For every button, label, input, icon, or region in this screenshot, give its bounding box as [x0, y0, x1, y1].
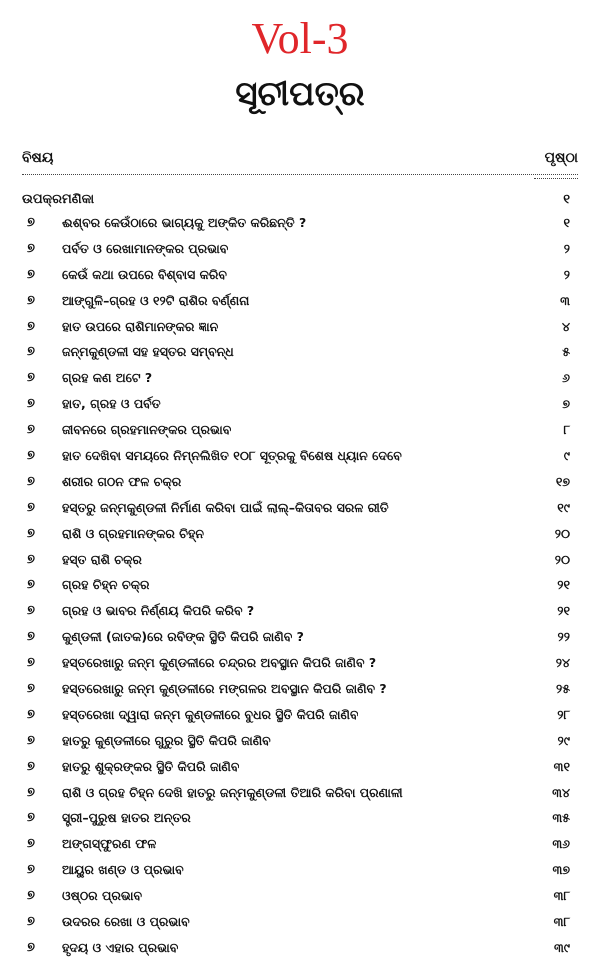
- toc-entry-title: ଗ୍ରହ କଣ ଅଟେ ?: [62, 370, 153, 386]
- toc-entry-page: ୩୯: [553, 939, 570, 955]
- toc-entry: [22, 238, 578, 264]
- toc-entry-page: ୩୬: [552, 836, 570, 852]
- bullet-icon: ୭: [27, 448, 35, 464]
- toc-entry-title: ରାଶି ଓ ଗ୍ରହ ଚିହ୍ନ ଦେଖି ହାତରୁ ଜନ୍ମକୁଣ୍ଡଳୀ ତିଆରି କରିବା ପ୍ରଣାଳୀ: [62, 784, 403, 800]
- toc-entry-page: ୫: [562, 344, 570, 360]
- page-column-divider: [534, 178, 578, 179]
- toc-entry-page: ୨୧: [557, 577, 570, 593]
- toc-entry-title: ରାଶି ଓ ଗ୍ରହମାନଙ୍କର ଚିହ୍ନ: [62, 525, 204, 541]
- toc-entry-page: ୩: [560, 292, 570, 308]
- bullet-icon: ୭: [27, 473, 35, 489]
- toc-entry: [22, 367, 578, 393]
- toc-entry-title: ସ୍ତ୍ରୀ–ପୁରୁଷ ହାତର ଅନ୍ତର: [62, 810, 191, 826]
- toc-entry-page: ୨୧: [557, 603, 570, 619]
- toc-entry: [22, 756, 578, 782]
- bullet-icon: ୭: [27, 681, 35, 697]
- toc-entry: [22, 782, 578, 808]
- toc-entry-title: ଆୟୁର ଖଣ୍ଡ ଓ ପ୍ରଭାବ: [62, 862, 184, 878]
- toc-entry: [22, 393, 578, 419]
- bullet-icon: ୭: [27, 888, 35, 904]
- toc-entry-title: ହୃଦୟ ଓ ଏହାର ପ୍ରଭାବ: [62, 939, 179, 955]
- bullet-icon: ୭: [27, 292, 35, 308]
- page-title: ସୂଚୀପତ୍ର: [235, 74, 365, 114]
- toc-entry: [22, 419, 578, 445]
- bullet-icon: ୭: [27, 577, 35, 593]
- bullet-icon: ୭: [27, 551, 35, 567]
- toc-entry: [22, 574, 578, 600]
- toc-entry-title: ଗ୍ରହ ଚିହ୍ନ ଚକ୍ର: [62, 577, 150, 593]
- toc-entry-title: ହାତ ଦେଖିବା ସମୟରେ ନିମ୍ନଲିଖିତ ୧୦୮ ସୂତ୍ରକୁ ବିଶେଷ ଧ୍ୟାନ ଦେବେ: [62, 448, 402, 464]
- toc-entry-title: ଉଦରର ରେଖା ଓ ପ୍ରଭାବ: [62, 914, 190, 930]
- toc-entry-page: ୨୨: [557, 629, 570, 645]
- toc-entry: [22, 704, 578, 730]
- toc-entry-page: ୧୭: [555, 473, 570, 489]
- toc-entry-page: ୩୫: [552, 810, 570, 826]
- bullet-icon: ୭: [27, 370, 35, 386]
- toc-entry-title: ହାତ, ଗ୍ରହ ଓ ପର୍ବତ: [62, 396, 161, 412]
- toc-entry-title: ଅଙ୍ଗସ୍ଫୁରଣ ଫଳ: [62, 836, 157, 852]
- bullet-icon: ୭: [27, 629, 35, 645]
- toc-entry-page: ୨୦: [554, 525, 570, 541]
- column-header: [22, 150, 578, 174]
- toc-entry: [22, 678, 578, 704]
- bullet-icon: ୭: [27, 914, 35, 930]
- toc-entry-page: ୩୧: [553, 758, 570, 774]
- bullet-icon: ୭: [27, 939, 35, 955]
- bullet-icon: ୭: [27, 810, 35, 826]
- toc-entry-title: କୁଣ୍ଡଳୀ (ଜାତକ)ରେ ରବିଙ୍କ ସ୍ଥିତି କିପରି ଜାଣିବ ?: [62, 629, 304, 645]
- toc-entry-page: ୩୪: [552, 784, 570, 800]
- toc-entry: [22, 937, 578, 963]
- toc-entry: [22, 859, 578, 885]
- toc-entry: [22, 885, 578, 911]
- toc-entry: [22, 833, 578, 859]
- toc-entry-title: ହସ୍ତରେଖାରୁ ଜନ୍ମ କୁଣ୍ଡଳୀରେ ଚନ୍ଦ୍ରର ଅବସ୍ଥାନ କିପରି ଜାଣିବ ?: [62, 655, 377, 671]
- bullet-icon: ୭: [27, 655, 35, 671]
- toc-entry-page: ୧: [563, 215, 570, 230]
- toc-entry-page: ୨୫: [555, 681, 570, 697]
- toc-entry-page: ୩୮: [553, 914, 570, 930]
- bullet-icon: ୭: [27, 499, 35, 515]
- toc-entry-title: କେଉଁ କଥା ଉପରେ ବିଶ୍ବାସ କରିବ: [62, 266, 227, 282]
- bullet-icon: ୭: [27, 318, 35, 334]
- bullet-icon: ୭: [27, 603, 35, 619]
- toc-entry-title: ଜନ୍ମକୁଣ୍ଡଳୀ ସହ ହସ୍ତର ସମ୍ବନ୍ଧ: [62, 344, 234, 360]
- toc-entry-title: ହସ୍ତରୁ ଜନ୍ମକୁଣ୍ଡଳୀ ନିର୍ମାଣ କରିବା ପାଇଁ ଲାଲ୍–କିତାବର ସରଳ ରୀତି: [62, 499, 389, 515]
- page-column-label: ପୃଷ୍ଠା: [544, 150, 578, 166]
- toc-entry-page: ୭: [562, 396, 570, 412]
- section-page-number: ୧: [563, 192, 570, 207]
- bullet-icon: ୭: [27, 862, 35, 878]
- bullet-icon: ୭: [27, 732, 35, 748]
- toc-entry: [22, 911, 578, 937]
- subject-column-label: ବିଷୟ: [22, 150, 54, 166]
- section-title: ଉପକ୍ରମଣିକା: [22, 192, 95, 207]
- toc-entry-page: ୪: [561, 318, 570, 334]
- bullet-icon: ୭: [27, 266, 35, 282]
- toc-entry-title: ଓଷ୍ଠର ପ୍ରଭାବ: [62, 888, 143, 904]
- toc-entry-page: ୩୮: [553, 888, 570, 904]
- toc-entry-page: ୮: [563, 422, 570, 438]
- toc-entry: [22, 600, 578, 626]
- toc-entry-page: ୨: [563, 266, 570, 282]
- bullet-icon: ୭: [27, 396, 35, 412]
- header-divider: [22, 174, 578, 175]
- toc-entry: [22, 316, 578, 342]
- toc-entry: [22, 212, 578, 238]
- bullet-icon: ୭: [27, 836, 35, 852]
- table-of-contents: [22, 212, 578, 963]
- toc-entry-title: ହାତରୁ କୁଣ୍ଡଳୀରେ ଗୁରୁର ସ୍ଥିତି କିପରି ଜାଣିବ: [62, 732, 271, 748]
- toc-entry-title: ହାତ ଉପରେ ରାଶିମାନଙ୍କର ଜ୍ଞାନ: [62, 318, 219, 334]
- bullet-icon: ୭: [27, 240, 35, 256]
- bullet-icon: ୭: [27, 758, 35, 774]
- toc-entry: [22, 471, 578, 497]
- toc-entry-title: ଈଶ୍ବର କେଉଁଠାରେ ଭାଗ୍ୟକୁ ଅଙ୍କିତ କରିଛନ୍ତି ?: [62, 215, 307, 230]
- bullet-icon: ୭: [27, 422, 35, 438]
- toc-entry-title: ହସ୍ତ ରାଶି ଚକ୍ର: [62, 551, 142, 567]
- bullet-icon: ୭: [27, 784, 35, 800]
- toc-entry-title: ହାତରୁ ଶୁକ୍ରଙ୍କର ସ୍ଥିତି କିପରି ଜାଣିବ: [62, 758, 240, 774]
- toc-entry: [22, 730, 578, 756]
- toc-entry-page: ୨୦: [554, 551, 570, 567]
- bullet-icon: ୭: [27, 215, 35, 230]
- toc-entry: [22, 807, 578, 833]
- toc-entry: [22, 341, 578, 367]
- volume-label: Vol-3: [251, 14, 349, 63]
- toc-entry: [22, 264, 578, 290]
- toc-entry: [22, 549, 578, 575]
- toc-entry-page: ୬: [562, 370, 570, 386]
- toc-entry-page: ୩୭: [552, 862, 570, 878]
- toc-entry-page: ୯: [563, 448, 570, 464]
- toc-entry-page: ୨୮: [557, 706, 570, 722]
- toc-entry: [22, 523, 578, 549]
- toc-entry: [22, 290, 578, 316]
- bullet-icon: ୭: [27, 344, 35, 360]
- toc-entry-title: ହସ୍ତରେଖା ଦ୍ୱାରା ଜନ୍ମ କୁଣ୍ଡଳୀରେ ବୁଧର ସ୍ଥିତି କିପରି ଜାଣିବ: [62, 706, 359, 722]
- toc-entry-title: ଜୀବନରେ ଗ୍ରହମାନଙ୍କର ପ୍ରଭାବ: [62, 422, 232, 438]
- toc-entry-page: ୨୪: [555, 655, 570, 671]
- toc-entry-title: ଗ୍ରହ ଓ ଭାବର ନିର୍ଣ୍ଣୟ କିପରି କରିବ ?: [62, 603, 255, 619]
- toc-entry-page: ୨୯: [557, 732, 570, 748]
- toc-entry-title: ପର୍ବତ ଓ ରେଖାମାନଙ୍କର ପ୍ରଭାବ: [62, 240, 229, 256]
- toc-entry-title: ଶରୀର ଗଠନ ଫଳ ଚକ୍ର: [62, 473, 182, 489]
- bullet-icon: ୭: [27, 525, 35, 541]
- toc-entry-title: ଆଙ୍ଗୁଳି–ଗ୍ରହ ଓ ୧୨ଟି ରାଶିର ବର୍ଣ୍ଣନା: [62, 292, 250, 308]
- bullet-icon: ୭: [27, 706, 35, 722]
- toc-entry: [22, 652, 578, 678]
- toc-entry: [22, 445, 578, 471]
- toc-entry-page: ୨: [563, 240, 570, 256]
- toc-entry-title: ହସ୍ତରେଖାରୁ ଜନ୍ମ କୁଣ୍ଡଳୀରେ ମଙ୍ଗଳର ଅବସ୍ଥାନ କିପରି ଜାଣିବ ?: [62, 681, 387, 697]
- section-heading: [22, 192, 578, 212]
- toc-entry: [22, 626, 578, 652]
- toc-entry-page: ୧୯: [557, 499, 570, 515]
- toc-entry: [22, 497, 578, 523]
